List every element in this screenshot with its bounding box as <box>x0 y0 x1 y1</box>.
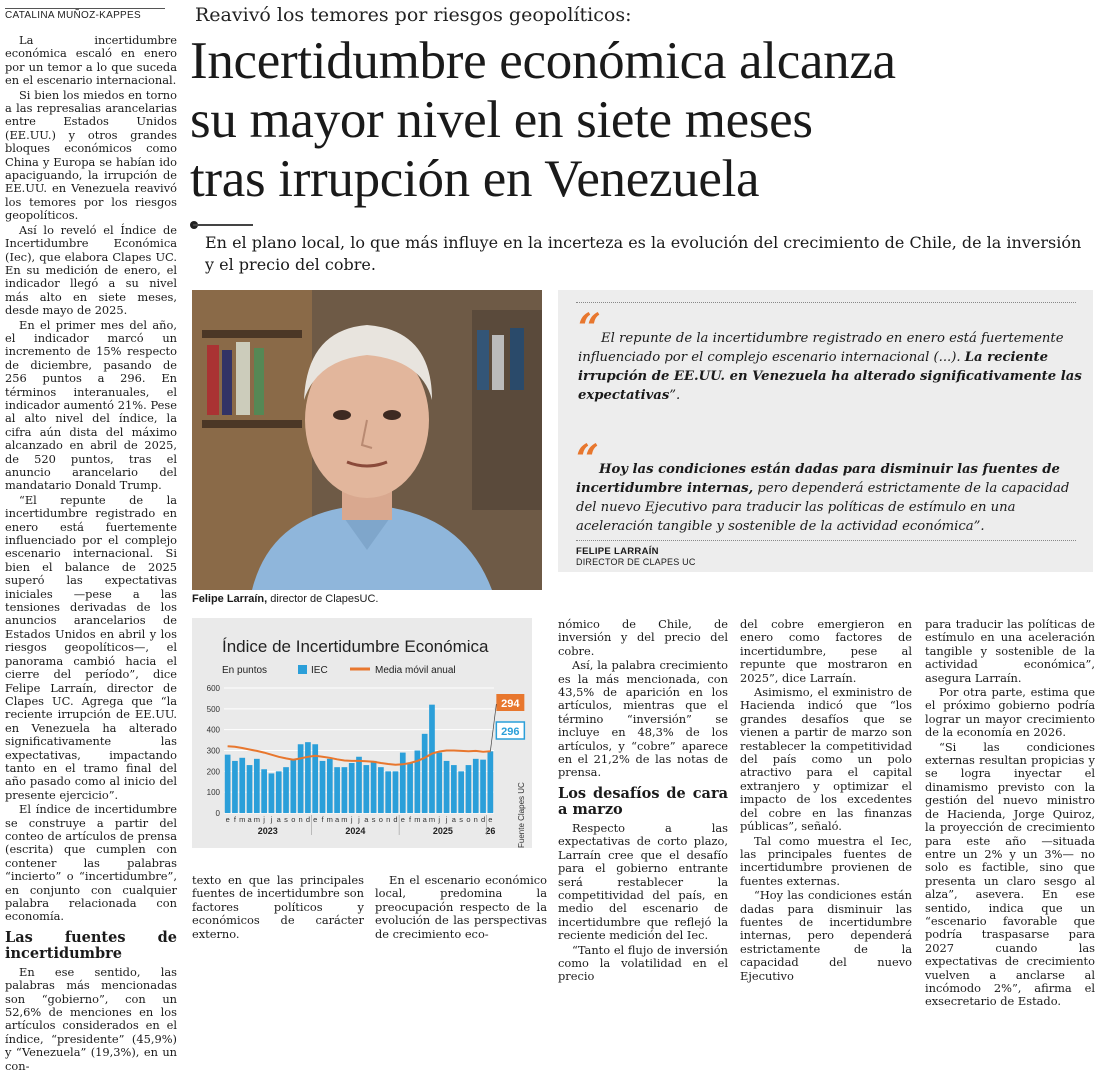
bar <box>466 765 472 813</box>
article-column-4 <box>558 618 728 985</box>
bar <box>247 765 253 813</box>
bar <box>327 759 333 813</box>
pull-quote-2 <box>576 436 1081 536</box>
x-tick-label: a <box>451 815 456 824</box>
uncertainty-index-chart <box>192 618 532 848</box>
headline-line: su mayor nivel en siete meses <box>190 91 813 149</box>
bar <box>320 761 326 813</box>
x-tick-label: d <box>393 815 398 824</box>
y-tick-label: 600 <box>206 684 220 693</box>
bar <box>290 759 296 813</box>
paragraph: “Hoy las condiciones están dadas para disminuir las fuentes de incertidumbre internas, pero dependerá estrictamente de la capacidad del nuevo Ejecutivo <box>740 888 912 983</box>
x-tick-label: s <box>459 815 464 824</box>
quote-mark-icon: “ <box>578 305 602 352</box>
deck-rule <box>193 224 253 226</box>
caption-name: Felipe Larraín, <box>192 593 268 605</box>
bar <box>225 755 231 813</box>
x-tick-label: m <box>428 815 436 824</box>
paragraph: Así lo reveló el Índice de Incertidumbre Económica (Iec), que elabora Clapes UC. En su medición de enero, el indicador llegó a su nivel más alto en siete meses, desde mayo de 2025. <box>5 222 177 318</box>
bar <box>385 771 391 813</box>
bar <box>473 759 479 813</box>
paragraph: Si bien los miedos en torno a las represalias arancelarias entre Estados Unidos (EE.UU.) y otros grandes bloques económicos como China y Europa se habían ido apaciguando, la irrupción de EE.UU. en Venezuela reavivó los temores por los riesgos geopolíticos. <box>5 87 177 223</box>
bar <box>436 753 442 813</box>
bar <box>422 734 428 813</box>
bar <box>254 759 260 813</box>
y-tick-label: 500 <box>206 704 220 714</box>
x-tick-label: a <box>276 815 281 824</box>
quote-text: ”. <box>669 388 681 403</box>
quote-author: FELIPE LARRAÍN <box>576 546 659 557</box>
x-tick-label: a <box>422 815 427 824</box>
x-tick-label: j <box>445 815 448 824</box>
y-tick-label: 100 <box>206 788 220 798</box>
x-tick-label: m <box>414 815 421 824</box>
chart-ylabel: En puntos <box>222 665 268 676</box>
article-column-3 <box>375 874 547 942</box>
x-tick-label: m <box>253 815 260 824</box>
year-label: 2024 <box>345 826 366 836</box>
bar <box>393 771 399 813</box>
bar <box>239 758 245 813</box>
x-tick-label: o <box>291 815 296 824</box>
x-tick-label: e <box>488 815 493 824</box>
chart-panel <box>192 618 532 848</box>
bar <box>488 751 494 813</box>
paragraph: El índice de incertidumbre se construye a partir del conteo de artículos de prensa (escrita) que cumplen con contener las palabras “incierto” o “incertidumbre”, en conjunto con cualquier palabra relacionada con economía. <box>5 802 177 924</box>
year-label: 2023 <box>257 826 278 836</box>
quote-author-role: DIRECTOR DE CLAPES UC <box>576 557 696 567</box>
x-tick-label: a <box>247 815 252 824</box>
bar <box>298 744 304 813</box>
paragraph: “Tanto el flujo de inversión como la volatilidad en el precio <box>558 942 728 984</box>
bar <box>334 767 340 813</box>
x-tick-label: j <box>270 815 273 824</box>
bar <box>451 765 457 813</box>
y-tick-label: 300 <box>206 746 220 756</box>
x-tick-label: f <box>233 815 236 824</box>
bar <box>429 705 435 813</box>
quote-emphasis: Hoy las condiciones están dadas para disminuir las fuentes de incertidumbre internas, <box>576 462 1060 496</box>
y-tick-label: 400 <box>206 725 220 735</box>
article-column-6 <box>925 618 1095 1010</box>
bar <box>276 771 282 813</box>
bar <box>312 744 318 813</box>
x-tick-label: n <box>298 815 303 824</box>
paragraph: “El repunte de la incertidumbre registrado en enero está fuertemente influenciado por el complejo escenario internacional. Si bien el balance de 2025 superó las expectativas iniciales —pese a las tensiones derivadas de los anuncios arancelarios de Estados Unidos en abril y los riesgos geopolíticos—, el panorama cambió hacia el cierre del período”, dice Felipe Larraín, director de Clapes UC. Agrega que “la reciente irrupción de EE.UU. en Venezuela ha alterado significativamente las expectativas, impactando tanto en el tramo final del año pasado como al inicio del presente ejercicio”. <box>5 492 177 802</box>
quote-emphasis: La reciente irrupción de EE.UU. en Venezuela ha alterado significativamente las expectativas <box>578 350 1082 403</box>
x-tick-label: f <box>409 815 412 824</box>
quote-text: El repunte de la incertidumbre registrado en enero está fuertemente influenciado por el complejo escenario internacional (...). <box>578 331 1064 365</box>
bar <box>363 765 369 813</box>
x-tick-label: m <box>326 815 333 824</box>
paragraph: Así, la palabra crecimiento es la más mencionada, con 43,5% de aparición en los artículos, mientras que el término “inversión” se incluye en 48,3% de los artículos, y “cobre” aparece en el 21,2% de las notas de prensa. <box>558 658 728 780</box>
quote-rule <box>576 302 1076 303</box>
x-tick-label: j <box>263 815 265 824</box>
callout-label-moving-average: 294 <box>501 698 520 710</box>
article-column-5 <box>740 618 912 984</box>
caption-text: director de ClapesUC. <box>267 593 379 605</box>
paragraph: del cobre emergieron en enero como factores de incertidumbre, pese al repunte que mostraron en 2025”, dice Larraín. <box>740 617 912 685</box>
headline <box>190 32 1070 209</box>
paragraph: Tal como muestra el Iec, las principales fuentes de incertidumbre provienen de fuentes externas. <box>740 833 912 888</box>
x-tick-label: j <box>438 815 441 824</box>
x-tick-label: d <box>480 815 486 824</box>
bar <box>283 767 289 813</box>
bar <box>378 767 384 813</box>
legend-swatch-bar <box>298 665 307 674</box>
x-tick-label: e <box>400 815 405 824</box>
year-label: 2025 <box>432 826 453 836</box>
headline-line: tras irrupción en Venezuela <box>190 150 760 208</box>
x-tick-label: m <box>239 815 246 824</box>
byline: CATALINA MUÑOZ-KAPPES <box>5 8 165 21</box>
paragraph: En el primer mes del año, el indicador marcó un incremento de 15% respecto de diciembre, pasando de 256 puntos a 296. En términos interanuales, el indicador aumentó 21%. Pese al alto nivel del índice, la cifra aún dista del máximo alcanzado en abril de 2025, de 520 puntos, tras el anuncio arancelario del mandatario Donald Trump. <box>5 317 177 493</box>
bar <box>444 761 450 813</box>
x-tick-label: e <box>225 815 230 824</box>
paragraph: para traducir las políticas de estímulo en una aceleración tangible y sostenible de la actividad económica”, asegura Larraín. <box>925 617 1095 685</box>
quote-text: pero dependerá estrictamente de la capacidad del nuevo Ejecutivo para traducir las políticas de estímulo en una aceleración tangible y sostenible de la actividad económica”. <box>576 481 1070 534</box>
y-tick-label: 0 <box>215 809 220 818</box>
legend-label-moving-average: Media móvil anual <box>375 665 456 676</box>
callout-leader <box>490 704 496 751</box>
subheading: Los desafíos de cara a marzo <box>558 784 728 818</box>
paragraph: Respecto a las expectativas de corto plazo, Larraín cree que el desafío para el gobierno entrante será restablecer la competitividad del país, en medio del escenario de incertidumbre que reflejó la reciente medición del Iec. <box>558 820 728 943</box>
x-tick-label: o <box>378 815 383 824</box>
deck: En el plano local, lo que más influye en la incerteza es la evolución del crecimiento de Chile, de la inversión y el precio del cobre. <box>205 233 1082 274</box>
quote-mark-icon: “ <box>576 436 600 483</box>
legend-label-iec: IEC <box>311 665 328 676</box>
bar <box>458 771 464 813</box>
kicker: Reavivó los temores por riesgos geopolíticos: <box>195 4 632 26</box>
x-tick-label: m <box>341 815 348 824</box>
x-tick-label: e <box>313 815 318 824</box>
quote-rule <box>576 540 1076 541</box>
photo-caption <box>192 593 378 605</box>
x-tick-label: n <box>386 815 391 824</box>
article-column-1 <box>5 34 177 1074</box>
bar <box>232 761 238 813</box>
portrait-photo <box>192 290 542 590</box>
headline-line: Incertidumbre económica alcanza <box>190 32 896 90</box>
bar <box>356 757 362 813</box>
subheading: Las fuentes de incertidumbre <box>5 928 177 962</box>
x-tick-label: f <box>321 815 324 824</box>
x-tick-label: d <box>305 815 311 824</box>
bar <box>400 753 406 813</box>
x-tick-label: a <box>364 815 369 824</box>
callout-label-iec: 296 <box>501 726 520 738</box>
x-tick-label: n <box>473 815 478 824</box>
pull-quote-1 <box>578 305 1083 405</box>
chart-source: Fuente Clapes UC <box>517 782 526 848</box>
paragraph: Asimismo, el exministro de Hacienda indicó que “los grandes desafíos que se vienen a partir de marzo son restablecer la competitividad del país como un polo atractivo para el capital extranjero y optimizar el impacto de los excedentes del cobre en las finanzas públicas”, señaló. <box>740 685 912 834</box>
bar <box>349 763 355 813</box>
y-tick-label: 200 <box>206 767 220 777</box>
chart-title: Índice de Incertidumbre Económica <box>222 637 489 656</box>
x-tick-label: s <box>371 815 376 824</box>
bar <box>305 742 311 813</box>
x-tick-label: s <box>284 815 288 824</box>
paragraph: En ese sentido, las palabras más mencionadas son “gobierno”, con un 52,6% de menciones en los artículos considerados en el índice, “presidente” (45,9%) y “Venezuela” (19,3%), en un con- <box>5 964 177 1073</box>
paragraph: Por otra parte, estima que el próximo gobierno podría lograr un mayor crecimiento de la economía en 2026. <box>925 685 1095 740</box>
plot-area <box>207 684 525 836</box>
bar <box>261 769 267 813</box>
pull-quote-box <box>558 290 1093 572</box>
paragraph: “Si las condiciones externas resultan propicias y se logra inyectar el dinamismo previsto con la gestión del nuevo ministro de Hacienda, Jorge Quiroz, la proyección de crecimiento para este año —situada entre un 2% y un 3%— no solo es factible, sino que presenta un claro sesgo al alza”, asevera. En ese sentido, indica que un “escenario favorable que podría traspasarse para 2027 cuando las expectativas de crecimiento vuelven a anclarse al incómodo 2%”, afirma el exsecretario de Estado. <box>925 739 1095 1009</box>
bar <box>269 773 275 813</box>
year-label: 26 <box>485 826 496 836</box>
article-column-2 <box>192 874 364 942</box>
x-tick-label: j <box>350 815 353 824</box>
x-tick-label: o <box>466 815 471 824</box>
paragraph: texto en que las principales fuentes de incertidumbre son factores políticos y económicos de carácter externo. <box>192 873 364 941</box>
bar <box>480 760 486 813</box>
x-tick-label: a <box>335 815 340 824</box>
x-tick-label: j <box>358 815 360 824</box>
paragraph: nómico de Chile, de inversión y del precio del cobre. <box>558 617 728 658</box>
paragraph: En el escenario económico local, predomina la preocupación respecto de la evolución de las perspectivas de crecimiento eco- <box>375 873 547 941</box>
bar <box>371 761 377 813</box>
bar <box>342 767 348 813</box>
portrait-illustration <box>192 290 542 590</box>
bar <box>407 763 413 813</box>
paragraph: La incertidumbre económica escaló en enero por un temor a lo que suceda en el escenario internacional. <box>5 33 177 88</box>
